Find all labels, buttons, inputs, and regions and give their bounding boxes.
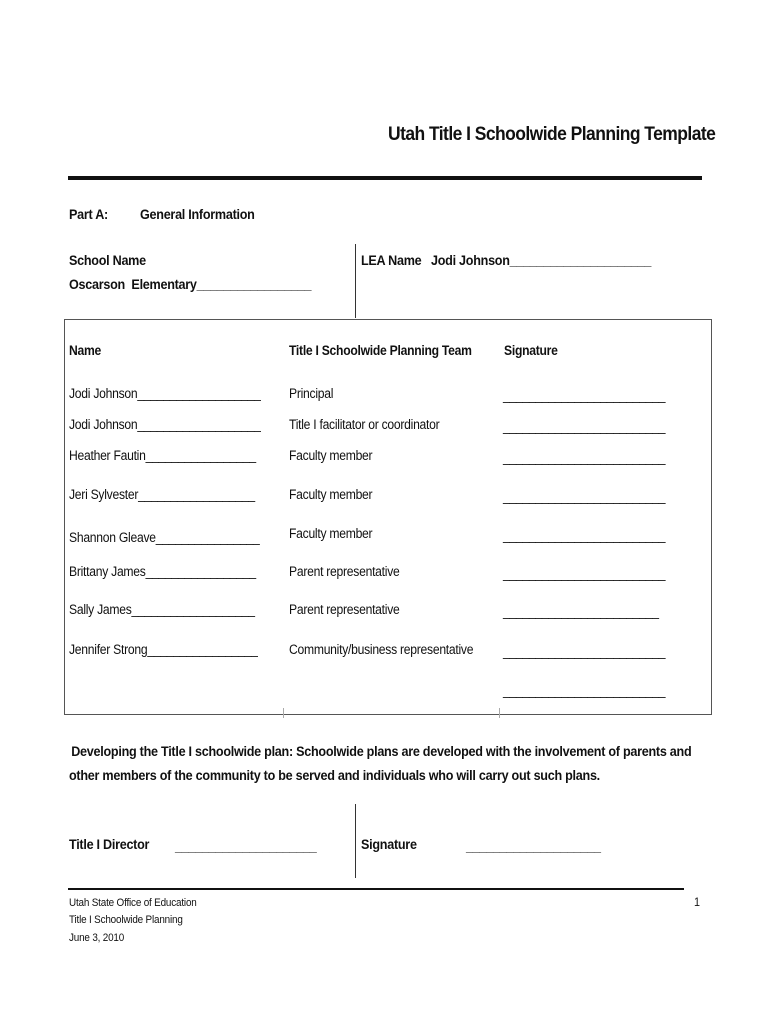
- footer-line: June 3, 2010: [69, 932, 125, 944]
- part-label: Part A:: [69, 206, 108, 222]
- member-role: Parent representative: [289, 602, 400, 617]
- signature-line[interactable]: _________________________: [503, 450, 666, 465]
- member-name[interactable]: Heather Fautin_________________: [69, 448, 256, 463]
- signature-line[interactable]: _________________________: [503, 644, 666, 659]
- member-name[interactable]: Jodi Johnson___________________: [69, 386, 261, 401]
- member-role: Parent representative: [289, 564, 400, 579]
- statement-line-1: Developing the Title I schoolwide plan: Schoolwide plans are developed with the involvement of parents and: [68, 743, 692, 759]
- signature-line[interactable]: _________________________: [503, 388, 666, 403]
- signature-divider: [355, 804, 356, 878]
- member-role: Faculty member: [289, 487, 373, 502]
- member-name[interactable]: Brittany James_________________: [69, 564, 256, 579]
- signature-line[interactable]: _________________________: [503, 683, 666, 698]
- member-name[interactable]: Jennifer Strong_________________: [69, 642, 258, 657]
- signature-line[interactable]: _________________________: [503, 566, 666, 581]
- column-header-signature: Signature: [504, 343, 558, 358]
- signature-label: Signature: [361, 836, 417, 852]
- column-header-team-role: Title I Schoolwide Planning Team: [289, 343, 472, 358]
- document-title: Utah Title I Schoolwide Planning Template: [388, 124, 716, 145]
- title-i-director-label: Title I Director: [69, 836, 150, 852]
- table-column-divider: [283, 708, 284, 718]
- member-name[interactable]: Jodi Johnson___________________: [69, 417, 261, 432]
- member-name[interactable]: Shannon Gleave________________: [69, 530, 260, 545]
- member-role: Community/business representative: [289, 642, 474, 657]
- title-rule: [68, 176, 702, 180]
- school-name-label: School Name: [69, 252, 146, 268]
- part-heading: General Information: [140, 206, 255, 222]
- school-name-value[interactable]: Oscarson Elementary_________________: [69, 276, 312, 292]
- member-role: Title I facilitator or coordinator: [289, 417, 440, 432]
- footer-line: Utah State Office of Education: [69, 897, 197, 909]
- signature-line[interactable]: _________________________: [503, 528, 666, 543]
- footer-line: Title I Schoolwide Planning: [69, 914, 183, 926]
- signature-field[interactable]: ____________________: [466, 838, 601, 854]
- signature-line[interactable]: _________________________: [503, 489, 666, 504]
- signature-line[interactable]: ________________________: [503, 604, 659, 619]
- lea-name-value[interactable]: Jodi Johnson_____________________: [431, 252, 652, 268]
- member-role: Faculty member: [289, 526, 373, 541]
- lea-name-label: LEA Name: [361, 252, 422, 268]
- column-header-name: Name: [69, 343, 102, 358]
- member-name[interactable]: Sally James___________________: [69, 602, 255, 617]
- member-role: Principal: [289, 386, 334, 401]
- signature-line[interactable]: _________________________: [503, 419, 666, 434]
- table-column-divider: [499, 708, 500, 718]
- member-role: Faculty member: [289, 448, 373, 463]
- statement-line-2: other members of the community to be served and individuals who will carry out such plans.: [69, 767, 600, 783]
- page-number: 1: [694, 895, 700, 909]
- footer-rule: [68, 888, 684, 890]
- member-name[interactable]: Jeri Sylvester__________________: [69, 487, 255, 502]
- title-i-director-field[interactable]: _____________________: [175, 838, 317, 854]
- header-divider: [355, 244, 356, 318]
